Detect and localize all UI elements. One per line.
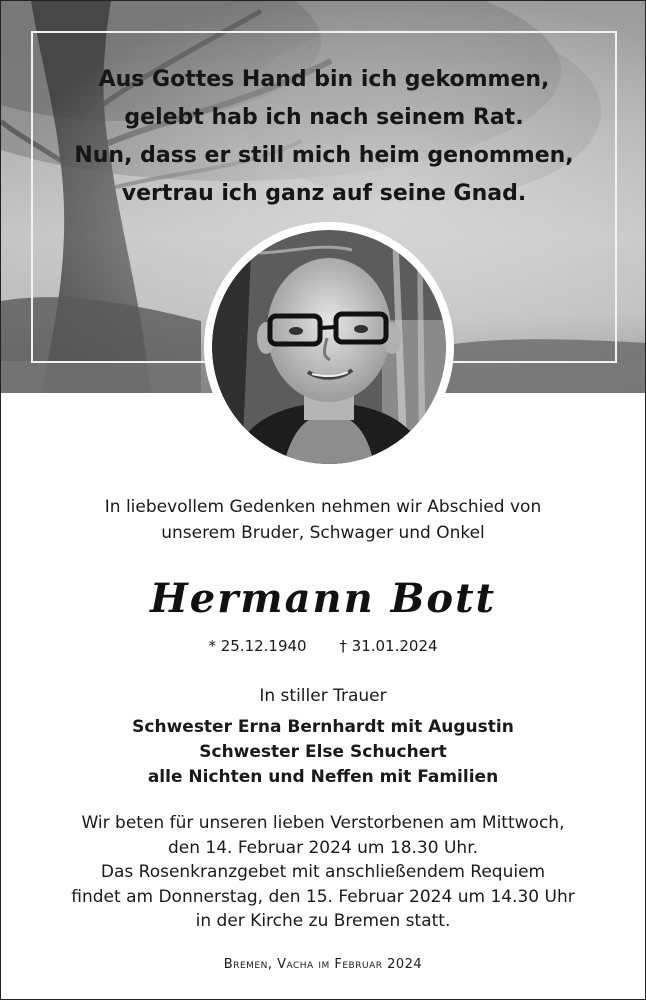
verse — [31, 61, 617, 213]
service-details — [1, 811, 645, 934]
place-and-date: Bremen, Vacha im Februar 2024 — [223, 957, 423, 972]
service-line: den 14. Februar 2024 um 18.30 Uhr. — [167, 837, 479, 858]
verse-line: Nun, dass er still mich heim genommen, — [74, 143, 574, 168]
intro-line: In liebevollem Gedenken nehmen wir Abschied von — [104, 497, 542, 517]
mourners-list — [1, 715, 645, 790]
mourner: Schwester Erna Bernhardt mit Augustin — [132, 717, 514, 737]
birth-date: * 25.12.1940 — [208, 637, 307, 655]
service-line: findet am Donnerstag, den 15. Februar 2024 um 14.30 Uhr — [71, 886, 575, 907]
intro-text — [1, 494, 645, 546]
mourning-heading: In stiller Trauer — [259, 686, 387, 706]
verse-line: vertrau ich ganz auf seine Gnad. — [121, 181, 527, 206]
life-dates — [1, 635, 645, 657]
portrait-photo — [204, 222, 454, 472]
mourner: Schwester Else Schuchert — [199, 742, 447, 762]
service-line: Wir beten für unseren lieben Verstorbenen am Mittwoch, — [81, 813, 565, 833]
verse-line: gelebt hab ich nach seinem Rat. — [124, 105, 524, 130]
mourner: alle Nichten und Neffen mit Familien — [147, 767, 499, 787]
service-line: Das Rosenkranzgebet mit anschließendem Requiem — [100, 862, 546, 882]
intro-line: unserem Bruder, Schwager und Onkel — [161, 523, 485, 543]
portrait-image — [212, 230, 446, 464]
death-date: † 31.01.2024 — [339, 637, 438, 655]
verse-line: Aus Gottes Hand bin ich gekommen, — [98, 67, 550, 92]
service-line: in der Kirche zu Bremen statt. — [195, 911, 451, 931]
deceased-name: Hermann Bott — [149, 575, 497, 622]
